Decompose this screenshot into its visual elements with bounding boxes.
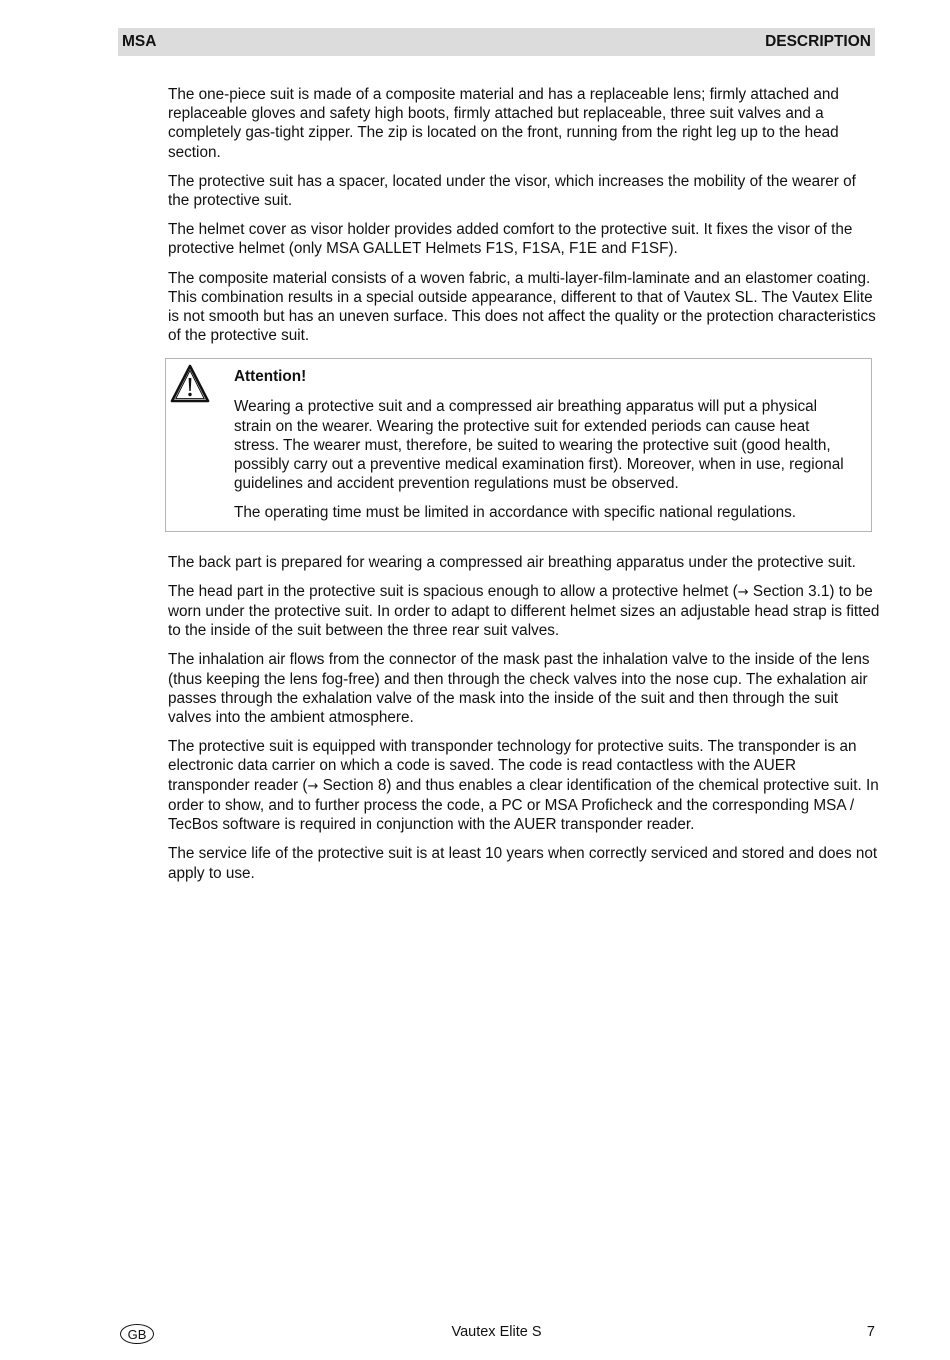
- paragraph: The inhalation air flows from the connector of the mask past the inhalation valve to the inside of the lens (thus keeping the lens fog-free) and then through the check valves into the nose cup. The exhalation air passes through the exhalation valve of the mask into the inside of the suit and then through the suit valves into the ambient atmosphere.: [168, 651, 870, 727]
- footer-document-title: Vautex Elite S: [451, 1324, 542, 1340]
- section-reference: Section 3.1: [752, 582, 830, 600]
- warning-triangle-icon: [169, 363, 211, 405]
- paragraph-text: ) to be worn under the protective suit. In order to adapt to different helmet sizes an adjustable head strap is fitted to the inside of the suit between the three rear suit valves.: [168, 582, 880, 640]
- header-section-title: DESCRIPTION: [765, 33, 871, 50]
- section-reference: Section 8: [322, 776, 387, 794]
- attention-title: Attention!: [234, 368, 307, 386]
- paragraph: The composite material consists of a woven fabric, a multi-layer-film-laminate and an elastomer coating. This combination results in a special outside appearance, different to that of Vautex SL. The Vautex Elite is not smooth but has an uneven surface. This does not affect the quality or the protection characteristics of the protective suit.: [168, 269, 876, 345]
- paragraph-text: ) and thus enables a clear identification of the chemical protective suit. In order to show, and to further process the code, a PC or MSA Proficheck and the corresponding MSA / TecBos software is required in conjunction with the AUER transponder reader.: [168, 776, 879, 834]
- page-body: [168, 85, 880, 893]
- paragraph: The helmet cover as visor holder provides added comfort to the protective suit. It fixes the visor of the protective helmet (only MSA GALLET Helmets F1S, F1SA, F1E and F1SF).: [168, 221, 853, 258]
- paragraph: [168, 737, 880, 834]
- page-footer: [118, 1322, 875, 1346]
- paragraph: The service life of the protective suit is at least 10 years when correctly serviced and stored and does not apply to use.: [168, 845, 878, 882]
- paragraph: [168, 582, 880, 641]
- attention-text: Wearing a protective suit and a compressed air breathing apparatus will put a physical strain on the wearer. Wearing the protective suit for extended periods can cause heat stress. The wearer must, therefore, be suited to wearing the protective suit (good health, possibly carry out a preventive medical examination first). Moreover, when in use, regional guidelines and accident prevention regulations must be observed.: [234, 398, 844, 493]
- paragraph: The protective suit has a spacer, located under the visor, which increases the mobility of the wearer of the protective suit.: [168, 172, 856, 210]
- attention-text: The operating time must be limited in accordance with specific national regulations.: [234, 504, 797, 522]
- paragraph-text: The head part in the protective suit is spacious enough to allow a protective helmet (: [168, 582, 738, 600]
- header-brand: MSA: [122, 33, 157, 50]
- paragraph-text: The protective suit is equipped with transponder technology for protective suits. The transponder is an electronic data carrier on which a code is saved. The code is read contactless with the AUER transponder reader (: [168, 738, 857, 794]
- paragraph: The back part is prepared for wearing a compressed air breathing apparatus under the protective suit.: [168, 553, 856, 571]
- language-badge: GB: [120, 1324, 154, 1344]
- attention-box: [165, 358, 872, 531]
- arrow-right-icon: →: [737, 584, 749, 600]
- paragraph: The one-piece suit is made of a composite material and has a replaceable lens; firmly attached and replaceable gloves and safety high boots, firmly attached but replaceable, three suit valves and a completely gas-tight zipper. The zip is located on the front, running from the right leg up to the head section.: [168, 86, 839, 161]
- page-number: 7: [866, 1324, 875, 1340]
- arrow-right-icon: →: [307, 778, 319, 794]
- page-header: [118, 28, 875, 56]
